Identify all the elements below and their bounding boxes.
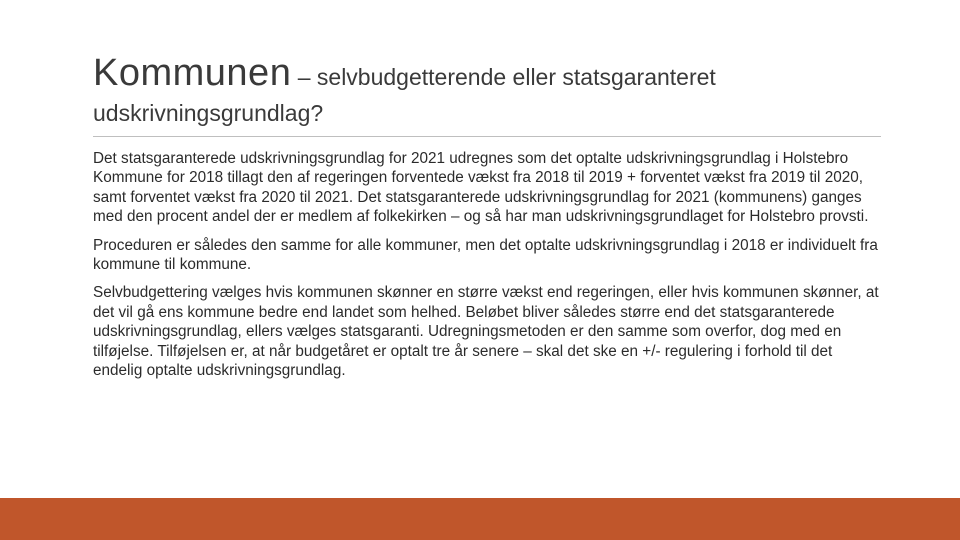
title-main: Kommunen (93, 52, 292, 94)
paragraph-1: Det statsgaranterede udskrivningsgrundlag for 2021 udregnes som det optalte udskrivningsgrundlag i Holstebro Kommune for 2018 tillagt den af regeringen forventede vækst fra 2018 til 2019 + forventet vækst fra 2019 til 2020, samt forventet vækst fra 2020 til 2021. Det statsgaranterede udskrivningsgrundlag for 2021 (kommunens) ganges med den procent andel der er medlem af folkekirken – og så har man udskrivningsgrundlaget for Holstebro provsti. (93, 150, 869, 226)
paragraph-2: Proceduren er således den samme for alle kommuner, men det optalte udskrivningsgrundlag i 2018 er individuelt fra kommune til kommune. (93, 236, 878, 274)
paragraph-3: Selvbudgettering vælges hvis kommunen skønner en større vækst end regeringen, eller hvis kommunen skønner, at det vil gå ens kommune bedre end landet som helhed. Beløbet bliver således større end det statsgaranterede udskrivningsgrundlag, ellers vælges statsgaranti. Udregningsmetoden er den samme som overfor, dog med en tilføjelse. Tilføjelsen er, at når budgetåret er optalt tre år senere – skal det ske en +/- regulering i forhold til det endelig optalte udskrivningsgrundlag. (93, 284, 879, 380)
footer-band (0, 498, 960, 540)
title-line-2: udskrivningsgrundlag? (93, 99, 324, 126)
slide-title (93, 52, 893, 126)
slide-body (93, 149, 883, 389)
title-divider (93, 136, 881, 137)
title-subtitle: – selvbudgetterende eller statsgaranteret (291, 64, 716, 90)
